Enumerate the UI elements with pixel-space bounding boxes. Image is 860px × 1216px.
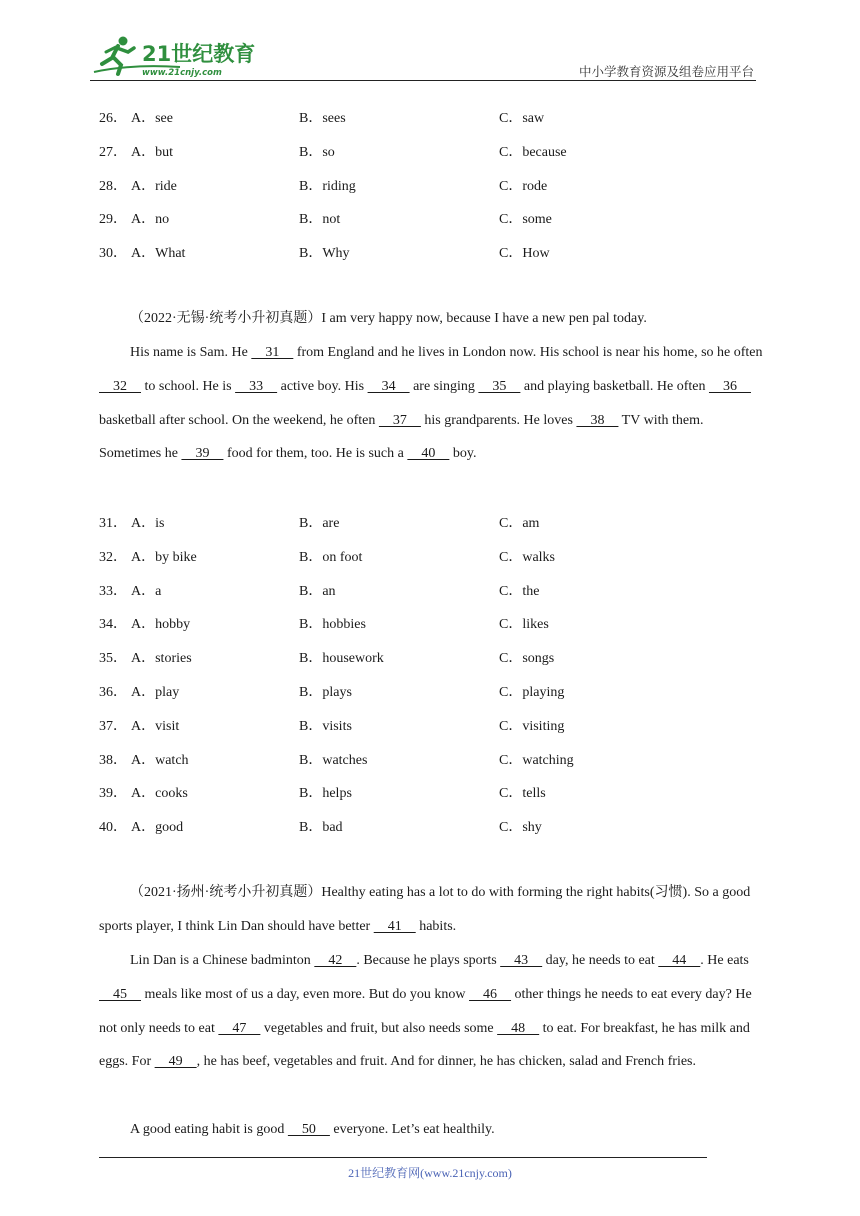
passage-text: basketball after school. On the weekend, he often xyxy=(99,412,379,428)
passage-text: everyone. Let’s eat healthily. xyxy=(329,1122,495,1137)
passage-text: to school. He is xyxy=(141,378,236,394)
header-divider xyxy=(90,80,756,81)
site-logo xyxy=(90,34,260,78)
option-b: B．watches xyxy=(299,752,368,768)
option-a: A．cooks xyxy=(131,786,188,802)
option-a: A．good xyxy=(131,820,184,836)
option-b: B．hobbies xyxy=(299,617,366,633)
answer-blank: 39 xyxy=(181,446,224,462)
passage-text: . He eats xyxy=(700,953,749,968)
answer-blank: 50 xyxy=(287,1122,330,1137)
passage-text: active boy. His xyxy=(277,378,368,394)
question-options-row xyxy=(99,141,759,163)
passage-text: and playing basketball. He often xyxy=(520,378,709,394)
option-c: C．some xyxy=(499,212,552,228)
answer-blank: 33 xyxy=(235,378,278,394)
option-c: C．watching xyxy=(499,752,574,768)
option-b: B．an xyxy=(299,583,336,599)
option-c: C．because xyxy=(499,144,567,160)
passage-2-intro xyxy=(99,302,763,336)
option-a: A．by bike xyxy=(131,549,197,565)
option-a: A．a xyxy=(131,583,162,599)
option-a: A．What xyxy=(131,246,186,262)
passage-text: Healthy eating has a lot to do with forming the right habits(习惯). So a good sports player, I think Lin Dan should have better xyxy=(99,885,751,934)
question-options-row xyxy=(99,242,759,264)
passage-2-intro-text: I am very happy now, because I have a new pen pal today. xyxy=(321,311,647,326)
question-options-row xyxy=(99,613,759,635)
option-a: A．visit xyxy=(131,718,180,734)
question-number: 34． xyxy=(99,617,127,633)
passage-text: His name is Sam. He xyxy=(130,345,252,360)
question-number: 37． xyxy=(99,718,127,734)
option-a: A．but xyxy=(131,144,173,160)
question-options-row xyxy=(99,208,759,230)
question-number: 38． xyxy=(99,752,127,768)
option-a: A．no xyxy=(131,212,170,228)
passage-text: . Because he plays sports xyxy=(356,953,501,968)
question-number: 32． xyxy=(99,549,127,565)
passage-text: food for them, too. He is such a xyxy=(223,446,408,462)
answer-blank: 32 xyxy=(99,378,141,394)
option-c: C．rode xyxy=(499,178,548,194)
platform-tagline: 中小学教育资源及组卷应用平台 xyxy=(578,64,754,79)
answer-blank: 40 xyxy=(407,446,450,462)
answer-blank: 48 xyxy=(497,1020,540,1036)
question-number: 33． xyxy=(99,583,127,599)
passage-text: other things he needs to eat every day? He not only needs to eat xyxy=(99,986,752,1036)
passage-3-intro xyxy=(99,876,763,944)
option-b: B．bad xyxy=(299,820,343,836)
answer-blank: 41 xyxy=(373,918,416,934)
option-c: C．walks xyxy=(499,549,555,565)
answer-blank: 44 xyxy=(658,953,701,968)
option-c: C．likes xyxy=(499,617,549,633)
option-c: C．the xyxy=(499,583,540,599)
footer-divider xyxy=(99,1157,707,1158)
question-options-row xyxy=(99,647,759,669)
question-number: 28． xyxy=(99,178,127,194)
option-b: B．plays xyxy=(299,685,352,700)
option-c: C．playing xyxy=(499,685,565,700)
passage-text: boy. xyxy=(449,446,477,462)
answer-blank: 43 xyxy=(500,953,543,968)
question-number: 39． xyxy=(99,786,127,802)
question-number: 30． xyxy=(99,246,127,262)
page-header xyxy=(90,30,756,80)
answer-blank: 36 xyxy=(708,378,751,394)
question-number: 26． xyxy=(99,111,127,126)
option-a: A．stories xyxy=(131,651,192,667)
option-c: C．saw xyxy=(499,111,545,126)
passage-2-source: （2022·无锡·统考小升初真题） xyxy=(130,311,322,326)
option-a: A．hobby xyxy=(131,617,191,633)
passage-3-source: （2021·扬州·统考小升初真题） xyxy=(130,885,322,900)
question-options-row xyxy=(99,749,759,771)
question-number: 27． xyxy=(99,144,127,160)
option-c: C．shy xyxy=(499,820,542,836)
svg-text:21世纪教育: 21世纪教育 xyxy=(142,42,256,66)
question-options-row xyxy=(99,107,759,129)
option-b: B．on foot xyxy=(299,549,363,565)
answer-blank: 45 xyxy=(99,986,141,1002)
passage-text: to eat. For breakfast, he has milk and eggs. For xyxy=(99,1020,750,1070)
passage-text: are singing xyxy=(409,378,479,394)
answer-blank: 37 xyxy=(378,412,421,428)
answer-blank: 49 xyxy=(154,1054,197,1070)
option-c: C．am xyxy=(499,516,540,531)
option-c: C．How xyxy=(499,246,550,262)
question-number: 35． xyxy=(99,651,127,667)
passage-text: A good eating habit is good xyxy=(130,1122,288,1137)
option-b: B．housework xyxy=(299,651,384,667)
answer-blank: 47 xyxy=(218,1020,261,1036)
option-c: C．songs xyxy=(499,651,555,667)
passage-3-closing xyxy=(99,1113,763,1147)
passage-text: habits. xyxy=(415,918,457,934)
option-a: A．ride xyxy=(131,178,177,194)
passage-text: his grandparents. He loves xyxy=(420,412,577,428)
question-options-row xyxy=(99,580,759,602)
question-options-row xyxy=(99,681,759,703)
passage-text: meals like most of us a day, even more. But do you know xyxy=(141,986,470,1002)
question-options-row xyxy=(99,546,759,568)
option-b: B．so xyxy=(299,144,335,160)
page-footer: 21世纪教育网(www.21cnjy.com) xyxy=(348,1166,512,1180)
option-b: B．Why xyxy=(299,246,350,262)
passage-3-body xyxy=(99,944,763,1079)
answer-blank: 38 xyxy=(576,412,619,428)
passage-text: day, he needs to eat xyxy=(542,953,659,968)
option-b: B．riding xyxy=(299,178,356,194)
question-options-row xyxy=(99,715,759,737)
option-a: A．see xyxy=(131,111,173,126)
question-options-row xyxy=(99,512,759,534)
option-a: A．play xyxy=(131,685,180,700)
option-b: B．sees xyxy=(299,111,346,126)
option-b: B．visits xyxy=(299,718,352,734)
question-options-row xyxy=(99,782,759,804)
question-number: 36． xyxy=(99,685,127,700)
question-options-row xyxy=(99,175,759,197)
option-a: A．is xyxy=(131,516,165,531)
option-b: B．helps xyxy=(299,786,352,802)
option-b: B．not xyxy=(299,212,341,228)
option-b: B．are xyxy=(299,516,340,531)
option-c: C．tells xyxy=(499,786,546,802)
answer-blank: 42 xyxy=(314,953,357,968)
answer-blank: 34 xyxy=(367,378,410,394)
answer-blank: 46 xyxy=(469,986,512,1002)
question-number: 31． xyxy=(99,516,127,531)
svg-text:www.21cnjy.com: www.21cnjy.com xyxy=(142,68,222,78)
passage-text: TV with them. Sometimes he xyxy=(99,412,704,462)
passage-text: Lin Dan is a Chinese badminton xyxy=(130,953,315,968)
passage-text: , he has beef, vegetables and fruit. And for dinner, he has chicken, salad and French fries. xyxy=(196,1054,696,1070)
passage-text: from England and he lives in London now. His school is near his home, so he often xyxy=(293,345,763,360)
question-options-row xyxy=(99,816,759,838)
answer-blank: 31 xyxy=(251,345,294,360)
passage-text: vegetables and fruit, but also needs some xyxy=(260,1020,498,1036)
answer-blank: 35 xyxy=(478,378,521,394)
option-c: C．visiting xyxy=(499,718,565,734)
option-a: A．watch xyxy=(131,752,189,768)
passage-2-body xyxy=(99,336,763,471)
question-number: 40． xyxy=(99,820,127,836)
question-number: 29． xyxy=(99,212,127,228)
